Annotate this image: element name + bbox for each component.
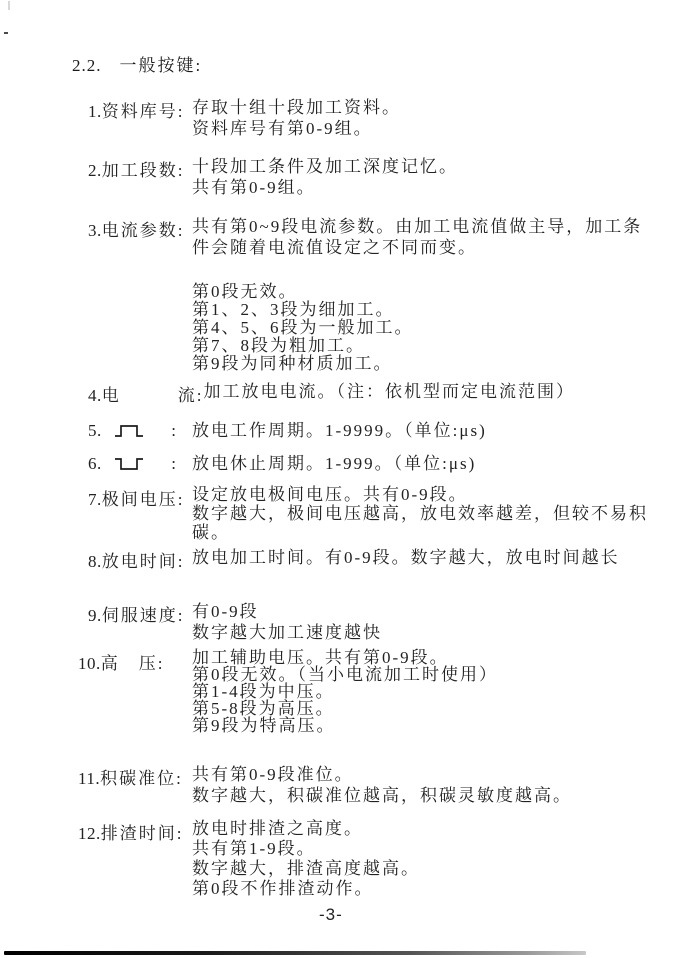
segment-line: 第1、2、3段为细加工。 — [192, 300, 395, 319]
description-line: 共有第0-9段准位。 — [192, 765, 354, 784]
description-line: 碳。 — [192, 523, 230, 542]
segment-line: 第4、5、6段为一般加工。 — [192, 318, 414, 337]
item-description — [192, 156, 700, 198]
segment-line: 第0段无效。 — [192, 282, 298, 301]
description-line: 设定放电极间电压。共有0-9段。 — [192, 485, 468, 504]
item-description — [192, 819, 700, 899]
description-line: 有0-9段 — [192, 602, 259, 621]
item-description — [192, 547, 700, 572]
paragraph-gap — [192, 258, 700, 283]
item-label: 1.资料库号: — [88, 102, 185, 121]
section-title: 一般按键: — [119, 56, 203, 75]
description-line: 放电休止周期。1-999。（单位:μs) — [192, 454, 477, 473]
scan-artifact-speck — [4, 32, 8, 34]
item-label: 3.电流参数: — [88, 221, 185, 240]
page-content — [0, 55, 700, 899]
item-label: 10.高 压: — [78, 654, 165, 673]
segment-line: 第7、8段为粗加工。 — [192, 336, 365, 355]
description-line: 放电时排渣之高度。 — [192, 819, 363, 838]
item-label: 8.放电时间: — [88, 552, 185, 571]
item-description — [192, 420, 700, 441]
item-label: 4.电 流: — [88, 386, 204, 405]
section-header — [0, 55, 700, 77]
label-colon: : — [171, 453, 178, 473]
item-label: 5. : — [88, 420, 178, 440]
pulse-on-waveform-icon — [114, 423, 144, 439]
item-description — [192, 485, 700, 542]
description-line: 存取十组十段加工资料。 — [192, 98, 401, 117]
list-item-4 — [0, 381, 700, 406]
item-label: 12.排渣时间: — [78, 824, 184, 843]
description-line: 十段加工条件及加工深度记忆。 — [192, 157, 458, 176]
item-description — [192, 216, 700, 373]
list-item-2 — [0, 156, 700, 198]
list-item-5 — [0, 420, 700, 441]
description-line: 数字越大加工速度越快 — [192, 623, 382, 642]
description-line: 共有第1-9段。 — [192, 839, 316, 858]
list-item-12 — [0, 819, 700, 899]
scan-artifact-speck — [8, 1, 10, 10]
list-item-11 — [0, 764, 700, 806]
description-line: 共有第0~9段电流参数。由加工电流值做主导，加工条 — [192, 217, 643, 236]
description-line: 资料库号有第0-9组。 — [192, 119, 373, 138]
list-item-8 — [0, 547, 700, 572]
item-description — [192, 97, 700, 139]
list-item-6 — [0, 453, 700, 474]
list-item-1 — [0, 97, 700, 139]
item-description — [192, 649, 700, 734]
description-line: 加工放电电流。（注：依机型而定电流范围） — [203, 382, 575, 401]
segment-line: 第9段为同种材质加工。 — [192, 354, 393, 373]
item-label: 9.伺服速度: — [88, 606, 185, 625]
list-item-7 — [0, 485, 700, 542]
description-line: 共有第0-9组。 — [192, 178, 316, 197]
description-line: 放电工作周期。1-9999。（单位:μs) — [192, 421, 487, 440]
description-line: 放电加工时间。有0-9段。数字越大，放电时间越长 — [192, 548, 620, 567]
section-number: 2.2. — [72, 56, 102, 75]
label-colon: : — [171, 420, 178, 440]
item-label: 11.积碳准位: — [78, 769, 183, 788]
description-line: 件会随着电流值设定之不同而变。 — [192, 238, 477, 257]
description-line: 第9段为特高压。 — [192, 716, 336, 735]
item-description — [203, 381, 700, 406]
list-item-10 — [0, 649, 700, 734]
item-description — [192, 764, 700, 806]
description-line: 加工辅助电压。共有第0-9段。 — [192, 648, 449, 667]
description-line: 第5-8段为高压。 — [192, 699, 335, 718]
item-description — [192, 601, 700, 643]
list-item-3 — [0, 216, 700, 373]
description-line: 第0段无效。（当小电流加工时使用） — [192, 665, 498, 684]
scan-edge-line — [4, 951, 586, 955]
item-label: 6. : — [88, 453, 178, 473]
description-line: 第1-4段为中压。 — [192, 682, 335, 701]
description-line: 数字越大，积碳准位越高，积碳灵敏度越高。 — [192, 786, 572, 805]
pulse-off-waveform-icon — [114, 456, 144, 472]
item-label: 2.加工段数: — [88, 161, 185, 180]
description-line: 第0段不作排渣动作。 — [192, 879, 374, 898]
list-item-9 — [0, 601, 700, 643]
description-line: 数字越大，极间电压越高，放电效率越差，但较不易积 — [192, 504, 648, 523]
item-description — [192, 453, 700, 474]
item-label: 7.极间电压: — [88, 490, 185, 509]
description-line: 数字越大，排渣高度越高。 — [192, 859, 420, 878]
page-number: -3- — [319, 905, 343, 924]
